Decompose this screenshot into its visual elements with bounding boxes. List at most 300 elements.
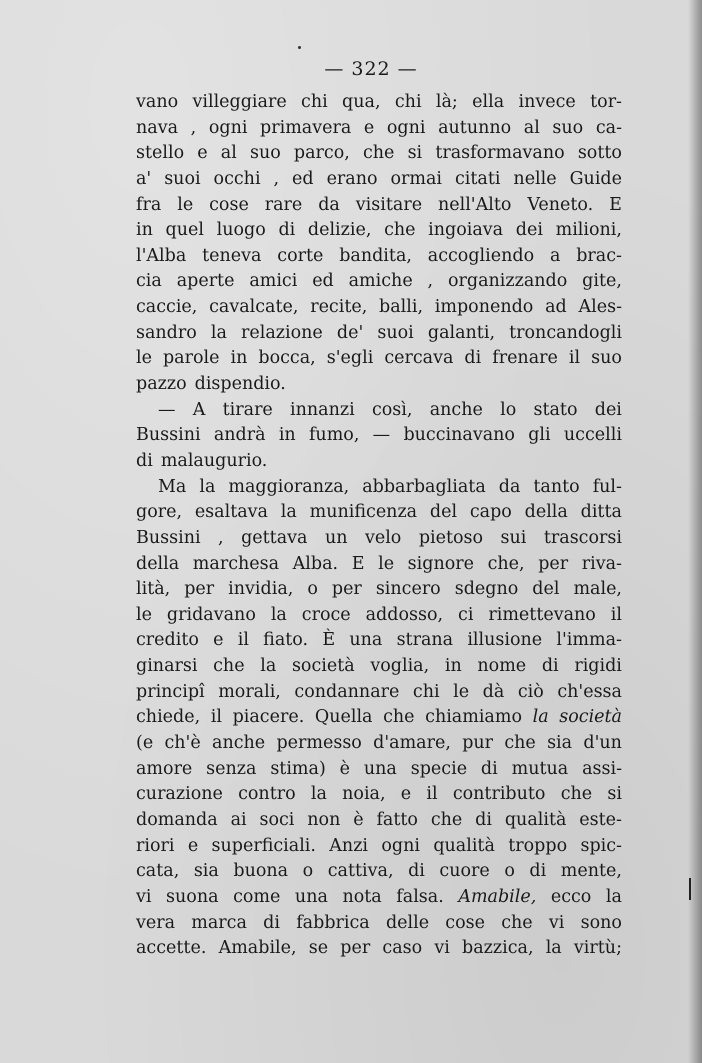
word: mente, [560,861,622,882]
word: riori [136,835,175,856]
word: trasformavano [435,143,565,164]
word: andrà [213,425,266,446]
word: di [136,450,153,471]
word: suoi [377,322,414,343]
word: o [504,861,515,882]
word: innanzi [290,399,355,420]
word: vera [136,912,176,933]
word: virtù; [573,938,622,959]
word: domanda [136,809,218,830]
word: qualità [433,835,495,856]
word: ecco [550,886,592,907]
word: lo [500,399,517,420]
text-line [136,885,622,911]
word: — [158,399,176,420]
word: ci [458,604,474,625]
word: , [427,271,434,292]
word: che [560,784,593,805]
word: cuore [439,861,490,882]
word: dà [482,681,505,702]
word: per [331,579,362,600]
word: della [524,502,568,523]
word: a [549,245,561,266]
word: della [136,553,180,574]
word: suo [591,348,622,369]
word: il [237,630,249,651]
text-line [136,398,622,424]
word: ed [312,271,334,292]
word: spic- [580,835,622,856]
text-line [136,628,622,654]
word: e [187,835,199,856]
word: milioni, [555,220,622,241]
word: le [177,194,194,215]
word: — [372,425,391,446]
word: del [532,579,560,600]
word: per [538,553,569,574]
word: suo [249,143,281,164]
word: e [197,143,208,164]
word: A [192,399,206,420]
word: morali, [218,681,281,702]
word: fabbrica [296,912,370,933]
page-edge-shadow [688,0,702,1063]
text-line [136,449,622,475]
word: s'egli [326,348,374,369]
word: pietoso [418,527,484,548]
word: Ales- [578,297,622,318]
word: visitare [355,194,423,215]
text-line [136,321,622,347]
word: tor- [590,92,622,112]
word: chi [301,92,328,112]
word: troppo [508,835,568,856]
word: sincero [375,579,441,600]
word: corte [277,245,324,266]
text-line [136,731,622,757]
word: villeggiare [192,92,287,112]
word: la [270,604,287,625]
word: Ma [158,476,187,497]
word: este- [579,809,622,830]
word: malaugurio. [160,450,268,471]
word: addosso, [365,604,444,625]
word: delle [385,912,430,933]
word: o [307,579,318,600]
word: accogliendo [427,245,535,266]
word: è [353,809,364,830]
word: illusione [467,630,543,651]
text-line [136,218,622,244]
word: curazione [136,784,223,805]
word: munificenza [309,502,418,523]
word: contro [238,784,296,805]
word: di [475,809,492,830]
word: quel [165,220,204,241]
word: al [220,143,237,164]
word: assi- [582,758,622,779]
word: la [199,476,216,497]
text-line [136,526,622,552]
word: organizzando [447,271,568,292]
word: erano [326,168,378,189]
word: il [210,707,222,728]
word: a' [136,168,152,189]
word: vi [434,938,450,959]
word: gli [528,425,551,446]
word: fra [136,194,162,215]
word: gridavano [166,604,256,625]
word: Veneto. [527,194,594,215]
word: parco, [293,143,350,164]
word: al [523,117,540,138]
word: chiede, [136,707,201,728]
word: le [453,681,470,702]
word: vano [136,92,179,112]
word: caccie, [136,297,198,318]
word: in [278,425,296,446]
word: le [136,348,152,369]
text-line [136,346,622,372]
word: vi [136,886,152,907]
word: tirare [222,399,273,420]
word: le [136,604,152,625]
word: cattiva, [327,861,394,882]
word: abbarbagliata [362,476,486,497]
word: che [501,912,533,933]
word: amici [249,271,298,292]
word: una [294,886,328,907]
word: sui [500,527,527,548]
word: e [213,630,224,651]
word: sono [580,912,622,933]
word: ogni [208,117,248,138]
word: pur [462,733,494,754]
word: balli, [379,297,424,318]
word: il [610,604,622,625]
text-line [136,423,622,449]
word: anche [212,733,266,754]
word: specie [410,758,468,779]
word: di [480,758,498,779]
word: stima) [270,758,326,779]
word: cose [209,194,249,215]
word: relazione [241,322,323,343]
word: in [136,220,153,241]
word: che, [487,553,525,574]
word: rare [264,194,303,215]
word: Bussini [136,425,201,446]
word: Bussini [136,527,201,548]
word: capo [469,502,512,523]
word: nota [342,886,382,907]
word: la [310,784,327,805]
word: sotto [577,143,622,164]
word: ditta [580,502,622,523]
word: amiche [348,271,413,292]
word: luogo [216,220,266,241]
word: se [308,938,329,959]
word: Amabile, [218,938,297,959]
word: piacere. [232,707,305,728]
word: o [302,861,314,882]
word: in [444,656,462,677]
word: un [324,527,348,548]
text-line [136,269,622,295]
word: voglia, [370,656,430,677]
word: ad [545,297,567,318]
word: di [529,861,547,882]
word: rimettevano [488,604,596,625]
text-line [136,500,622,526]
word: il [568,348,581,369]
word: noia, [342,784,386,805]
word: nelle [513,168,557,189]
word: ingoiava [428,220,504,241]
word: E [351,553,365,574]
word: ogni [381,835,420,856]
word: (e [136,733,154,754]
text-line [136,141,622,167]
text-line [136,372,622,398]
word: signore [407,553,474,574]
word: maggioranza, [228,476,350,497]
word: recite, [310,297,368,318]
word: teneva [202,245,262,266]
word: troncandogli [509,322,622,343]
word: riva- [581,553,622,574]
word: sia [547,733,573,754]
word: rigidi [574,656,622,677]
word: ormai [390,168,443,189]
text-line [136,116,622,142]
word: permesso [276,733,362,754]
text-line [136,577,622,603]
word: parole [162,348,220,369]
word: chi [412,681,440,702]
word: chi [394,92,422,112]
word: come [233,886,281,907]
word: di [541,656,559,677]
word: suona [166,886,219,907]
body-text [136,90,622,962]
text-line [136,757,622,783]
word: qua, [342,92,381,112]
text-line [136,244,622,270]
word: È [322,630,336,651]
text-line [136,936,622,962]
word: strana [396,630,454,651]
word: d'amare, [373,733,451,754]
word: bandita, [339,245,412,266]
word: de' [336,322,364,343]
word: stato [533,399,578,420]
word: soci [259,809,295,830]
word: , [218,527,224,548]
word: che [213,656,245,677]
word: suoi [164,168,201,189]
word: credito [136,630,199,651]
word: là; [435,92,458,112]
word: nome [477,656,527,677]
word: d'un [583,733,622,754]
word: si [407,143,423,164]
word: è [339,758,351,779]
word: di [408,861,425,882]
word: primavera [260,117,352,138]
word: gore, [136,502,183,523]
word: marchesa [192,553,280,574]
word: senza [206,758,257,779]
text-line [136,782,622,808]
word: nell'Alto [437,194,512,215]
word: la [532,707,549,728]
word: vi [548,912,565,933]
word: velo [364,527,402,548]
word: società [559,707,622,728]
word: caso [382,938,423,959]
word: il [426,784,438,805]
word: dei [594,399,622,420]
word: lità, [136,579,171,600]
word: ch'è [164,733,201,754]
text-line [136,859,622,885]
word: frenare [492,348,558,369]
text-line [136,808,622,834]
word: gettava [241,527,308,548]
word: che [383,707,415,728]
word: autunno [438,117,512,138]
word: croce [301,604,351,625]
word: occhi [213,168,261,189]
word: dispendio. [194,374,286,395]
text-line [136,603,622,629]
word: imponendo [434,297,534,318]
word: ciò [517,681,544,702]
word: stello [136,143,185,164]
word: uccelli [563,425,622,446]
word: ella [472,92,505,112]
text-line [136,167,622,193]
word: E [609,194,622,215]
word: pazzo [136,374,187,395]
word: non [307,809,341,830]
text-line [136,90,622,116]
word: la [280,502,297,523]
word: dei [515,220,543,241]
word: esaltava [194,502,268,523]
word: la [210,322,227,343]
word: così, [371,399,413,420]
word: e [400,784,412,805]
word: ginarsi [136,656,198,677]
word: marca [191,912,247,933]
word: Guide [569,168,622,189]
word: da [498,476,521,497]
word: accette. [136,938,207,959]
word: sdegno [454,579,519,600]
word: in [230,348,248,369]
word: che [504,733,536,754]
word: mutua [511,758,569,779]
page-number: — 322 — [324,58,418,80]
word: fumo, [308,425,360,446]
word: , [190,117,197,138]
word: da [318,194,340,215]
word: citati [454,168,501,189]
word: la [605,886,622,907]
word: tanto [533,476,580,497]
word: Anzi [329,835,369,856]
word: di [464,348,482,369]
word: trascorsi [543,527,622,548]
word: suo [552,117,584,138]
word: cose [445,912,485,933]
word: di [278,220,296,241]
word: le [378,553,395,574]
text-line [136,680,622,706]
word: qualità [504,809,567,830]
word: chiamiamo [425,707,522,728]
word: gite, [582,271,622,292]
word: buccinavano [403,425,515,446]
word: buona [233,861,289,882]
word: Amabile, [458,886,537,907]
word: nava [136,117,179,138]
word: Quella [314,707,373,728]
word: del [429,502,458,523]
word: delizie, [307,220,372,241]
word: ed [292,168,314,189]
word: anche [429,399,483,420]
word: Alba. [292,553,339,574]
word: che [430,809,463,830]
word: male, [573,579,622,600]
word: ch'essa [557,681,622,702]
word: sia [193,861,219,882]
word: e [363,117,375,138]
word: ful- [592,476,622,497]
text-line [136,193,622,219]
word: brac- [576,245,622,266]
text-line [136,911,622,937]
word: per [340,938,371,959]
word: l'Alba [136,245,187,266]
text-line [136,705,622,731]
word: bazzica, [462,938,534,959]
word: cata, [136,861,180,882]
word: galanti, [427,322,496,343]
word: principî [136,681,205,702]
word: aperte [176,271,235,292]
word: si [607,784,622,805]
word: la [545,938,562,959]
word: invece [518,92,576,112]
print-speck [298,46,301,49]
word: ca- [595,117,622,138]
word: , [273,168,280,189]
word: fatto [376,809,418,830]
word: una [363,758,397,779]
text-line [136,295,622,321]
word: per [184,579,215,600]
word: cercava [384,348,454,369]
word: di [263,912,280,933]
word: una [349,630,383,651]
word: fiato. [263,630,309,651]
word: amore [136,758,193,779]
word: contributo [452,784,546,805]
